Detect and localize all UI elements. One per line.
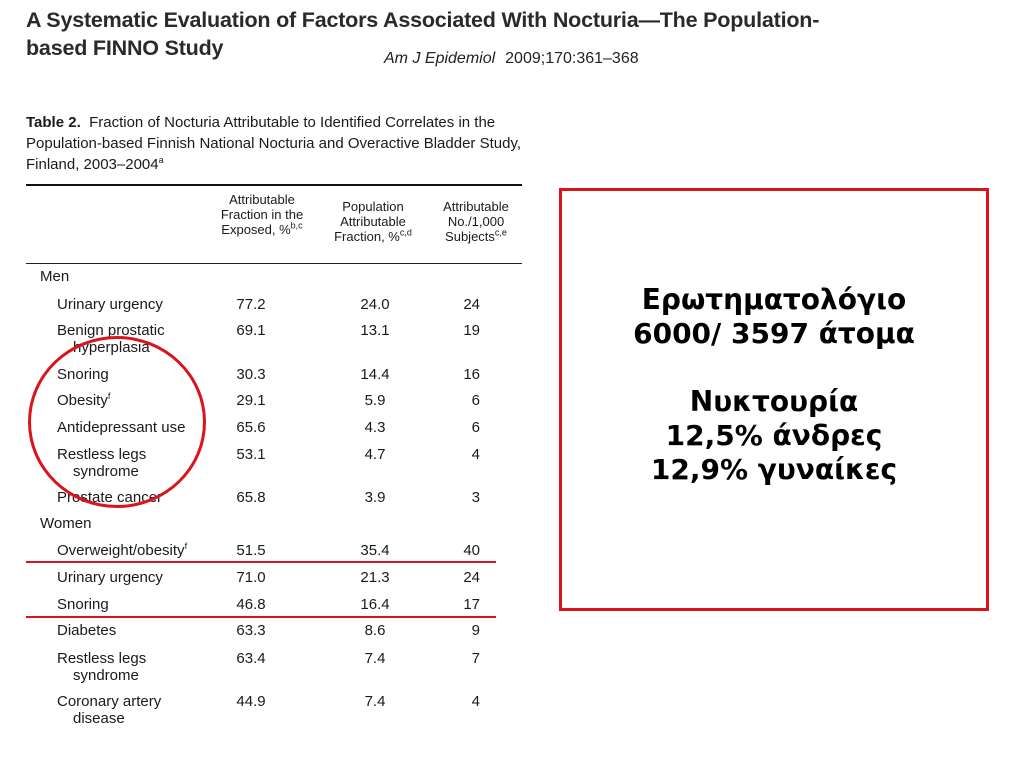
summary-questionnaire: Ερωτηματολόγιο — [641, 283, 907, 316]
row-afe: 63.4 — [236, 650, 266, 667]
row-afe: 46.8 — [236, 596, 266, 613]
summary-men: 12,5% άνδρες — [665, 419, 883, 452]
row-an: 3 — [471, 489, 480, 506]
row-afe: 65.8 — [236, 489, 266, 506]
row-paf: 5.9 — [364, 392, 386, 409]
row-label: Urinary urgency — [57, 296, 163, 313]
row-paf: 3.9 — [364, 489, 386, 506]
row-paf: 16.4 — [360, 596, 390, 613]
table-header-rule — [26, 263, 522, 264]
table-caption-text: Fraction of Nocturia Attributable to Identified Correlates in the Population-based Finnish National Nocturia and Overactive Bladder Study, Finland, 2003–2004 — [26, 114, 521, 173]
row-label: Restless legs syndrome — [57, 650, 147, 684]
row-an: 40 — [463, 542, 480, 559]
table-label: Table 2. — [26, 114, 81, 131]
row-afe: 63.3 — [236, 622, 266, 639]
row-label: Obesity$^f$ — [57, 391, 111, 409]
row-paf: 35.4 — [360, 542, 390, 559]
highlight-circle — [28, 336, 206, 508]
journal-name: Am J Epidemiol — [384, 50, 496, 67]
row-label: Prostate cancer — [57, 489, 163, 506]
section-women: Women — [40, 515, 92, 532]
row-afe: 29.1 — [236, 392, 266, 409]
row-label: Overweight/obesity$^f$ — [57, 541, 188, 559]
row-label: Urinary urgency — [57, 569, 163, 586]
row-paf: 24.0 — [360, 296, 390, 313]
row-paf: 7.4 — [364, 693, 386, 710]
row-paf: 21.3 — [360, 569, 390, 586]
citation-volume: 2009;170:361–368 — [505, 50, 639, 67]
row-paf: 8.6 — [364, 622, 386, 639]
row-an: 17 — [463, 596, 480, 613]
row-label: Snoring — [57, 596, 109, 613]
row-label: Antidepressant use — [57, 419, 186, 436]
highlight-underline-bottom — [26, 616, 496, 618]
row-paf: 7.4 — [364, 650, 386, 667]
section-men: Men — [40, 268, 70, 285]
row-an: 9 — [471, 622, 480, 639]
row-label: Snoring — [57, 366, 109, 383]
row-paf: 4.3 — [364, 419, 386, 436]
row-afe: 53.1 — [236, 446, 266, 463]
summary-box — [559, 188, 989, 611]
row-paf: 13.1 — [360, 322, 390, 339]
row-an: 4 — [471, 446, 480, 463]
row-label: Coronary artery disease — [57, 693, 162, 727]
row-paf: 4.7 — [364, 446, 386, 463]
summary-sample: 6000/ 3597 άτομα — [633, 317, 915, 350]
row-an: 24 — [463, 296, 480, 313]
row-afe: 51.5 — [236, 542, 266, 559]
row-label: Restless legs syndrome — [57, 446, 147, 480]
row-afe: 65.6 — [236, 419, 266, 436]
summary-women: 12,9% γυναίκες — [650, 453, 898, 486]
row-an: 19 — [463, 322, 480, 339]
row-label: Benign prostatic hyperplasia — [57, 322, 165, 356]
row-an: 6 — [471, 392, 480, 409]
row-paf: 14.4 — [360, 366, 390, 383]
header-an: Attributable No./1,000 Subjects$^{c,e}$ — [443, 199, 509, 244]
row-an: 24 — [463, 569, 480, 586]
row-afe: 71.0 — [236, 569, 266, 586]
table-caption — [26, 112, 526, 175]
row-afe: 30.3 — [236, 366, 266, 383]
row-afe: 44.9 — [236, 693, 266, 710]
citation — [384, 50, 639, 68]
row-an: 6 — [471, 419, 480, 436]
row-an: 7 — [471, 650, 480, 667]
row-an: 4 — [471, 693, 480, 710]
summary-nocturia: Νυκτουρία — [689, 385, 859, 418]
row-afe: 77.2 — [236, 296, 266, 313]
row-an: 16 — [463, 366, 480, 383]
row-afe: 69.1 — [236, 322, 266, 339]
header-paf: Population Attributable Fraction, %$^{c,d}$ — [334, 199, 412, 244]
highlight-underline-top — [26, 561, 496, 563]
table-top-rule — [26, 184, 522, 186]
paper-title: A Systematic Evaluation of Factors Associated With Nocturia—The Population-based FINNO Study — [26, 8, 820, 60]
summary-text — [562, 283, 986, 487]
row-label: Diabetes — [57, 622, 117, 639]
header-afe: Attributable Fraction in the Exposed, %$^{b,c}$ — [220, 192, 304, 237]
table-caption-footnote: a — [158, 155, 164, 165]
